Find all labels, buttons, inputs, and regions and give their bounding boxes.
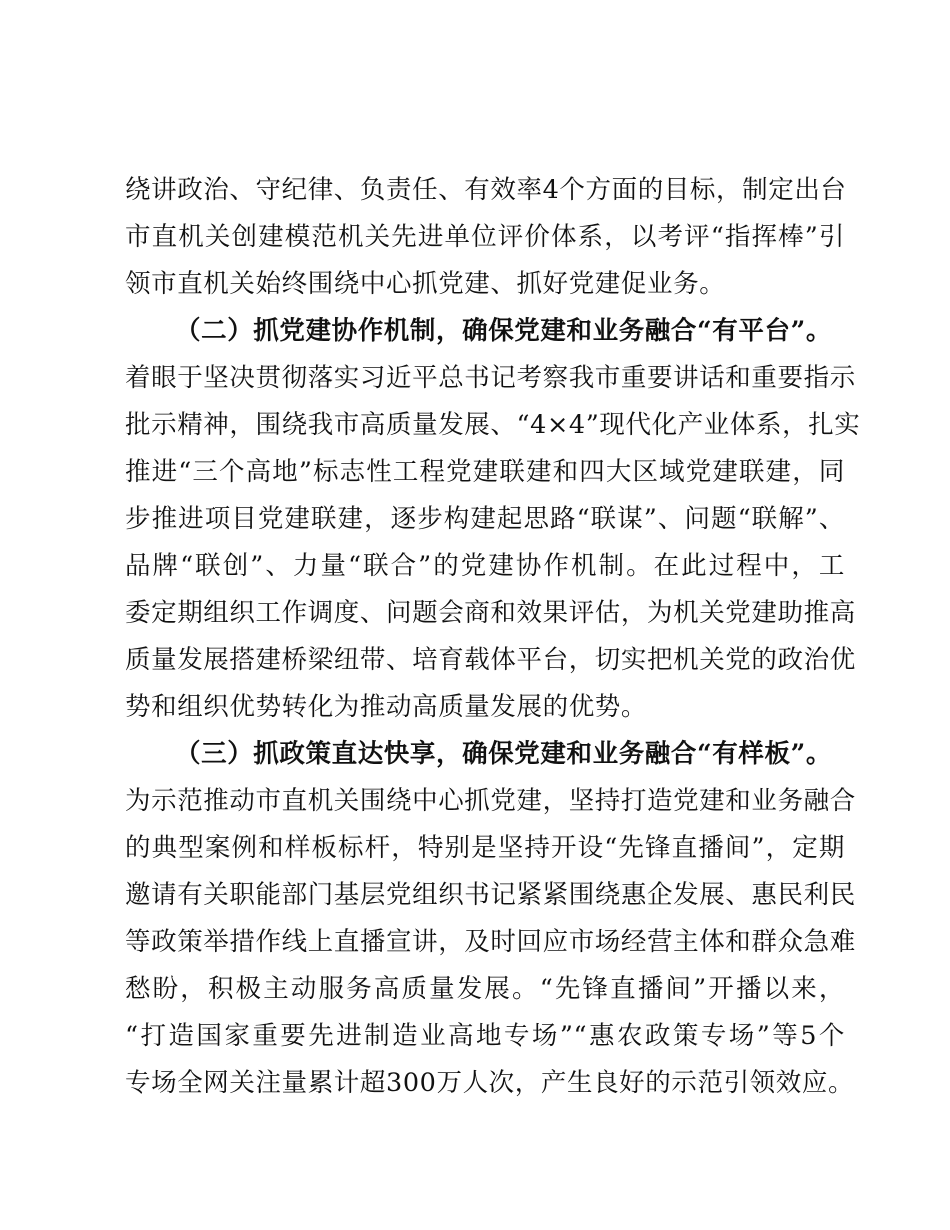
- section3-line-1: 为示范推动市直机关围绕中心抓党建，坚持打造党建和业务融合: [125, 786, 856, 816]
- section3-line-3: 邀请有关职能部门基层党组织书记紧紧围绕惠企发展、惠民利民: [125, 880, 856, 910]
- section3-line-6: “打造国家重要先进制造业高地专场”“惠农政策专场”等5个: [125, 1021, 845, 1051]
- section2-line-3: 推进“三个高地”标志性工程党建联建和四大区域党建联建，同: [125, 457, 845, 487]
- section2-line-1: 着眼于坚决贯彻落实习近平总书记考察我市重要讲话和重要指示: [125, 363, 856, 393]
- section2-line-6: 委定期组织工作调度、问题会商和效果评估，为机关党建助推高: [125, 598, 856, 628]
- section2-line-4: 步推进项目党建联建，逐步构建起思路“联谋”、问题“联解”、: [125, 504, 845, 534]
- section2-line-7: 质量发展搭建桥梁纽带、培育载体平台，切实把机关党的政治优: [125, 645, 856, 675]
- section3-line-4: 等政策举措作线上直播宣讲，及时回应市场经营主体和群众急难: [125, 927, 856, 957]
- para1-line-3: 领市直机关始终围绕中心抓党建、抓好党建促业务。: [125, 269, 726, 299]
- section2-heading: （二）抓党建协作机制，确保党建和业务融合“有平台”。: [175, 316, 832, 346]
- section2-line-2: 批示精神，围绕我市高质量发展、“4×4”现代化产业体系，扎实: [125, 410, 861, 440]
- section2-line-8: 势和组织优势转化为推动高质量发展的优势。: [125, 692, 648, 722]
- section3-line-2: 的典型案例和样板标杆，特别是坚持开设“先锋直播间”，定期: [125, 833, 845, 863]
- section3-line-7: 专场全网关注量累计超300万人次，产生良好的示范引领效应。: [125, 1068, 855, 1098]
- section2-line-5: 品牌“联创”、力量“联合”的党建协作机制。在此过程中，工: [125, 551, 845, 581]
- para1-line-1: 绕讲政治、守纪律、负责任、有效率4个方面的目标，制定出台: [125, 175, 847, 205]
- section3-heading: （三）抓政策直达快享，确保党建和业务融合“有样板”。: [175, 739, 832, 769]
- section3-line-5: 愁盼，积极主动服务高质量发展。“先锋直播间”开播以来，: [125, 974, 845, 1004]
- para1-line-2: 市直机关创建模范机关先进单位评价体系，以考评“指挥棒”引: [125, 222, 845, 252]
